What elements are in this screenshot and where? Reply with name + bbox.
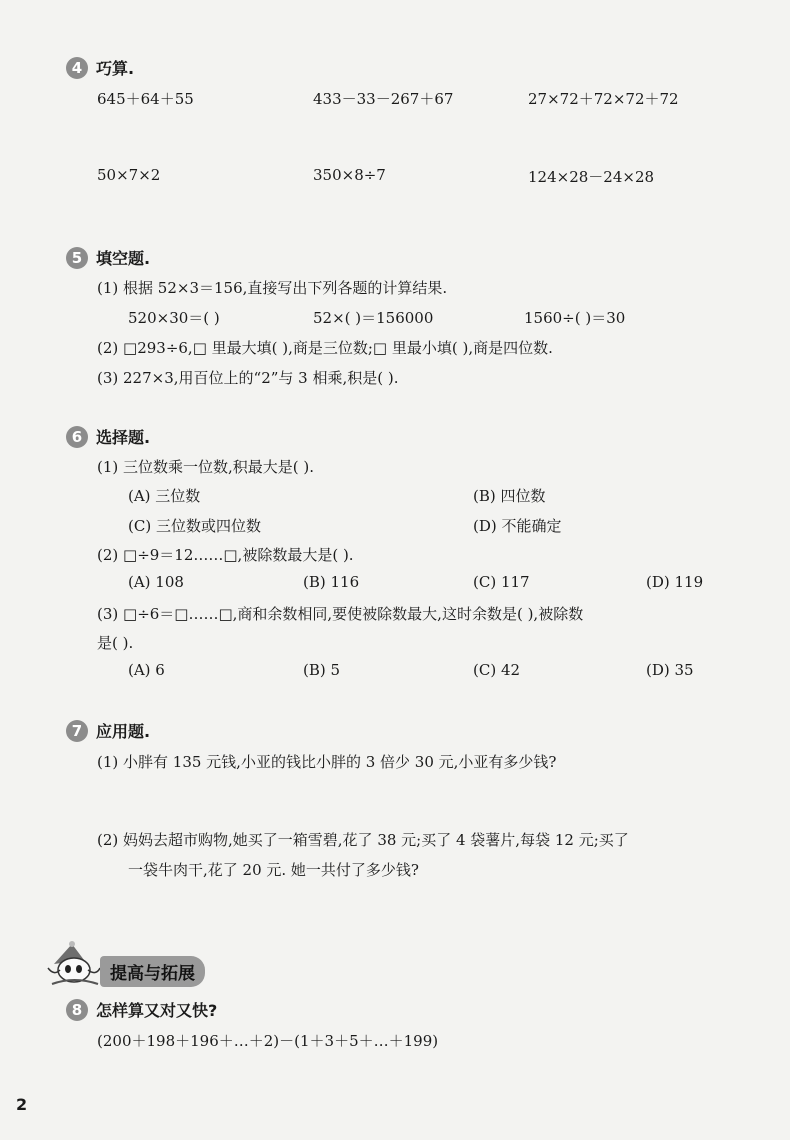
choice-question-3-cont: 是( ).	[97, 634, 134, 652]
choice-3-option-b: (B) 5	[303, 661, 341, 679]
fill-question-1a: 520×30＝( )	[128, 309, 220, 327]
calc-4-6: 124×28－24×28	[528, 168, 655, 186]
section-number-badge: 8	[66, 999, 88, 1021]
calc-4-3: 27×72＋72×72＋72	[528, 90, 679, 108]
section-title: 选择题.	[96, 428, 151, 447]
word-problem-2: (2) 妈妈去超市购物,她买了一箱雪碧,花了 38 元;买了 4 袋薯片,每袋 12 元;买了	[97, 831, 629, 849]
choice-1-option-c: (C) 三位数或四位数	[128, 517, 261, 535]
choice-1-option-a: (A) 三位数	[128, 487, 201, 505]
choice-3-option-a: (A) 6	[128, 661, 165, 679]
calc-4-2: 433－33－267＋67	[313, 90, 454, 108]
fill-question-1: (1) 根据 52×3＝156,直接写出下列各题的计算结果.	[97, 279, 448, 297]
word-problem-1: (1) 小胖有 135 元钱,小亚的钱比小胖的 3 倍少 30 元,小亚有多少钱?	[97, 753, 557, 771]
fill-question-2: (2) □293÷6,□ 里最大填( ),商是三位数;□ 里最小填( ),商是四位数.	[97, 339, 553, 357]
choice-question-2: (2) □÷9＝12……□,被除数最大是( ).	[97, 546, 354, 564]
choice-3-option-d: (D) 35	[646, 661, 694, 679]
choice-1-option-d: (D) 不能确定	[473, 517, 562, 535]
section-4-header	[66, 56, 134, 79]
choice-2-option-a: (A) 108	[128, 573, 184, 591]
choice-2-option-c: (C) 117	[473, 573, 530, 591]
mascot-icon	[44, 940, 104, 988]
choice-question-1: (1) 三位数乘一位数,积最大是( ).	[97, 458, 315, 476]
section-6-header	[66, 425, 150, 448]
choice-question-3: (3) □÷6＝□……□,商和余数相同,要使被除数最大,这时余数是( ),被除数	[97, 605, 584, 623]
section-number-badge: 4	[66, 57, 88, 79]
section-8-header	[66, 998, 217, 1021]
section-title: 填空题.	[96, 249, 151, 268]
section-title: 巧算.	[96, 59, 135, 78]
section-5-header	[66, 246, 150, 269]
fill-question-1c: 1560÷( )＝30	[524, 309, 626, 327]
word-problem-2-cont: 一袋牛肉干,花了 20 元. 她一共付了多少钱?	[128, 861, 419, 879]
section-banner: 提高与拓展	[100, 956, 205, 987]
section-number-badge: 6	[66, 426, 88, 448]
page-number: 2	[16, 1095, 28, 1114]
section-title: 应用题.	[96, 722, 151, 741]
calc-4-1: 645＋64＋55	[97, 90, 194, 108]
choice-3-option-c: (C) 42	[473, 661, 521, 679]
section-number-badge: 5	[66, 247, 88, 269]
quick-calc-expression: (200＋198＋196＋…＋2)－(1＋3＋5＋…＋199)	[97, 1032, 439, 1050]
section-number-badge: 7	[66, 720, 88, 742]
mascot-illustration	[44, 940, 104, 988]
fill-question-1b: 52×( )＝156000	[313, 309, 434, 327]
calc-4-4: 50×7×2	[97, 166, 161, 184]
fill-question-3: (3) 227×3,用百位上的“2”与 3 相乘,积是( ).	[97, 369, 399, 387]
calc-4-5: 350×8÷7	[313, 166, 386, 184]
section-title: 怎样算又对又快?	[96, 1001, 218, 1020]
choice-2-option-b: (B) 116	[303, 573, 360, 591]
choice-2-option-d: (D) 119	[646, 573, 704, 591]
section-7-header	[66, 719, 150, 742]
choice-1-option-b: (B) 四位数	[473, 487, 546, 505]
